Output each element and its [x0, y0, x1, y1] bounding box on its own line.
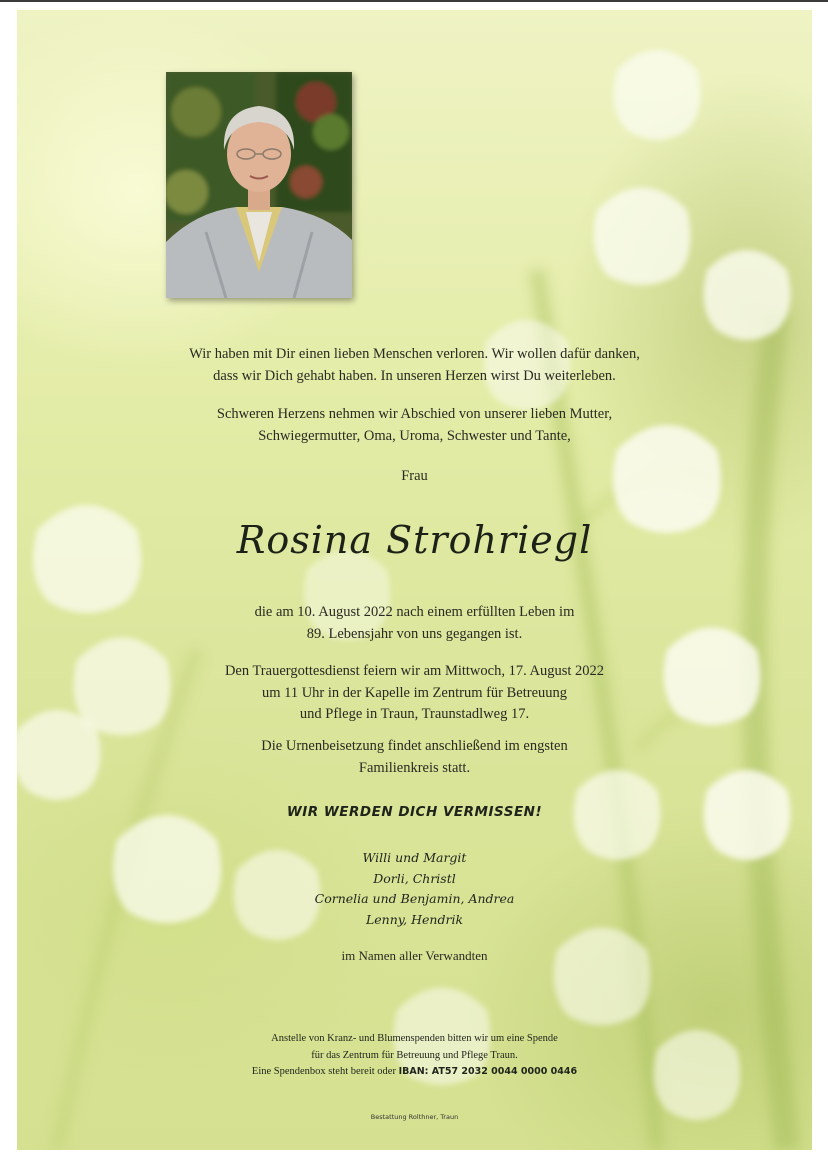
family-list: [17, 848, 812, 930]
salutation-block: [17, 466, 812, 488]
iban: IBAN: AT57 2032 0044 0000 0446: [398, 1066, 578, 1077]
intro-text: [17, 344, 812, 387]
undertaker: Bestattung Rolthner, Traun: [370, 1113, 459, 1121]
donation-line-3: [17, 1064, 812, 1081]
name-block: [17, 518, 812, 562]
motto: WIR WERDEN DICH VERMISSEN!: [286, 804, 543, 820]
farewell-line-1: Schweren Herzens nehmen wir Abschied von unserer lieben Mutter,: [216, 406, 613, 422]
family-line-2: Dorli, Christl: [373, 870, 456, 886]
death-text: [17, 602, 812, 645]
family-line-3: Cornelia und Benjamin, Andrea: [314, 891, 515, 906]
donation-line-1: Anstelle von Kranz- und Blumenspenden bitten wir um eine Spende: [271, 1033, 558, 1044]
service-line-2: um 11 Uhr in der Kapelle im Zentrum für Betreuung: [261, 684, 568, 701]
intro-line-1: Wir haben mit Dir einen lieben Menschen verloren. Wir wollen dafür danken,: [189, 346, 640, 362]
lily-of-the-valley-background: [17, 10, 812, 1150]
relatives-line: im Namen aller Verwandten: [341, 948, 488, 963]
donation-prefix: Eine Spendenbox steht bereit oder: [251, 1066, 399, 1077]
service-text: [17, 661, 812, 726]
burial-text: [17, 736, 812, 779]
motto-block: [17, 804, 812, 820]
top-edge: [0, 0, 828, 2]
death-line-1: die am 10. August 2022 nach einem erfüllten Leben im: [254, 604, 575, 620]
service-line-3: und Pflege in Traun, Traunstadlweg 17.: [299, 706, 530, 722]
portrait-photo: [166, 72, 352, 298]
deceased-name: Rosina Strohriegl: [236, 518, 593, 562]
donation-text: [17, 1031, 812, 1081]
salutation: Frau: [401, 468, 428, 484]
donation-line-2: für das Zentrum für Betreuung und Pflege Traun.: [311, 1049, 518, 1061]
undertaker-block: [17, 1106, 812, 1124]
family-line-1: Willi und Margit: [362, 850, 467, 865]
service-line-1: Den Trauergottesdienst feiern wir am Mittwoch, 17. August 2022: [224, 663, 605, 679]
relatives-block: [17, 945, 812, 967]
farewell-line-2: Schwiegermutter, Oma, Uroma, Schwester und Tante,: [258, 427, 571, 444]
farewell-text: [17, 404, 812, 447]
intro-line-2: dass wir Dich gehabt haben. In unseren Herzen wirst Du weiterleben.: [213, 367, 616, 384]
death-line-2: 89. Lebensjahr von uns gegangen ist.: [306, 625, 523, 642]
burial-line-2: Familienkreis statt.: [358, 759, 471, 776]
obituary-page: [17, 10, 812, 1150]
family-line-4: Lenny, Hendrik: [365, 911, 464, 927]
burial-line-1: Die Urnenbeisetzung findet anschließend im engsten: [261, 738, 568, 754]
